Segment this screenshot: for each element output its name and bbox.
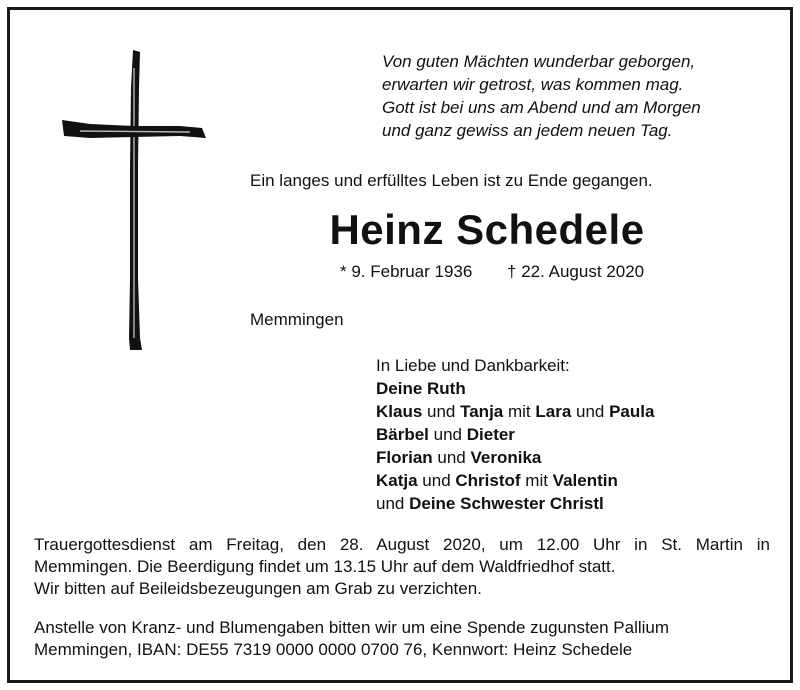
service-line: Memmingen. Die Beerdigung findet um 13.15 Uhr auf dem Waldfriedhof statt.	[34, 557, 616, 576]
joiner: und	[571, 402, 610, 421]
mourner-line	[376, 377, 654, 400]
life-dates	[340, 262, 644, 282]
death-date: † 22. August 2020	[507, 262, 645, 281]
deceased-name: Heinz Schedele	[329, 206, 645, 253]
poem-line: Von guten Mächten wunderbar geborgen,	[382, 52, 696, 71]
mourner-name: Veronika	[470, 448, 542, 467]
obituary-frame	[7, 7, 793, 683]
service-line: Wir bitten auf Beileidsbezeugungen am Grab zu verzichten.	[34, 579, 482, 598]
donation-line: Anstelle von Kranz- und Blumengaben bitten wir um eine Spende zugunsten Pallium	[34, 618, 670, 637]
mourners-heading: In Liebe und Dankbarkeit:	[376, 356, 570, 375]
joiner: und	[376, 494, 410, 513]
joiner: mit	[520, 471, 553, 490]
poem-line: Gott ist bei uns am Abend und am Morgen	[382, 98, 701, 117]
mourner-name: Klaus	[376, 402, 423, 421]
mourner-name: Florian	[376, 448, 433, 467]
mourner-name: Deine Schwester Christl	[409, 494, 604, 513]
mourners	[376, 354, 654, 515]
donation-info	[34, 617, 770, 661]
poem	[382, 50, 701, 142]
mourner-line	[376, 423, 654, 446]
mourner-name: Katja	[376, 471, 418, 490]
cross-icon	[60, 48, 210, 358]
mourner-name: Dieter	[466, 425, 515, 444]
mourner-line	[376, 446, 654, 469]
service-info	[34, 534, 770, 600]
service-line: Trauergottesdienst am Freitag, den 28. August 2020, um 12.00 Uhr in St. Martin in	[34, 535, 770, 554]
mourner-name: Lara	[535, 402, 572, 421]
mourner-name: Bärbel	[376, 425, 429, 444]
joiner: und	[422, 402, 461, 421]
joiner: und	[417, 471, 456, 490]
joiner: und	[432, 448, 471, 467]
intro-text: Ein langes und erfülltes Leben ist zu Ende gegangen.	[250, 171, 653, 190]
mourner-line	[376, 469, 654, 492]
mourner-name: Christof	[455, 471, 521, 490]
mourner-name: Tanja	[460, 402, 504, 421]
poem-line: erwarten wir getrost, was kommen mag.	[382, 75, 684, 94]
mourner-line	[376, 400, 654, 423]
poem-line: und ganz gewiss an jedem neuen Tag.	[382, 121, 673, 140]
mourner-line	[376, 492, 654, 515]
mourner-name: Paula	[609, 402, 655, 421]
joiner: und	[428, 425, 467, 444]
mourner-name: Deine Ruth	[376, 379, 466, 398]
joiner: mit	[503, 402, 536, 421]
donation-line: Memmingen, IBAN: DE55 7319 0000 0000 0700 76, Kennwort: Heinz Schedele	[34, 640, 633, 659]
mourner-name: Valentin	[552, 471, 618, 490]
place: Memmingen	[250, 310, 344, 329]
birth-date: * 9. Februar 1936	[340, 262, 473, 281]
